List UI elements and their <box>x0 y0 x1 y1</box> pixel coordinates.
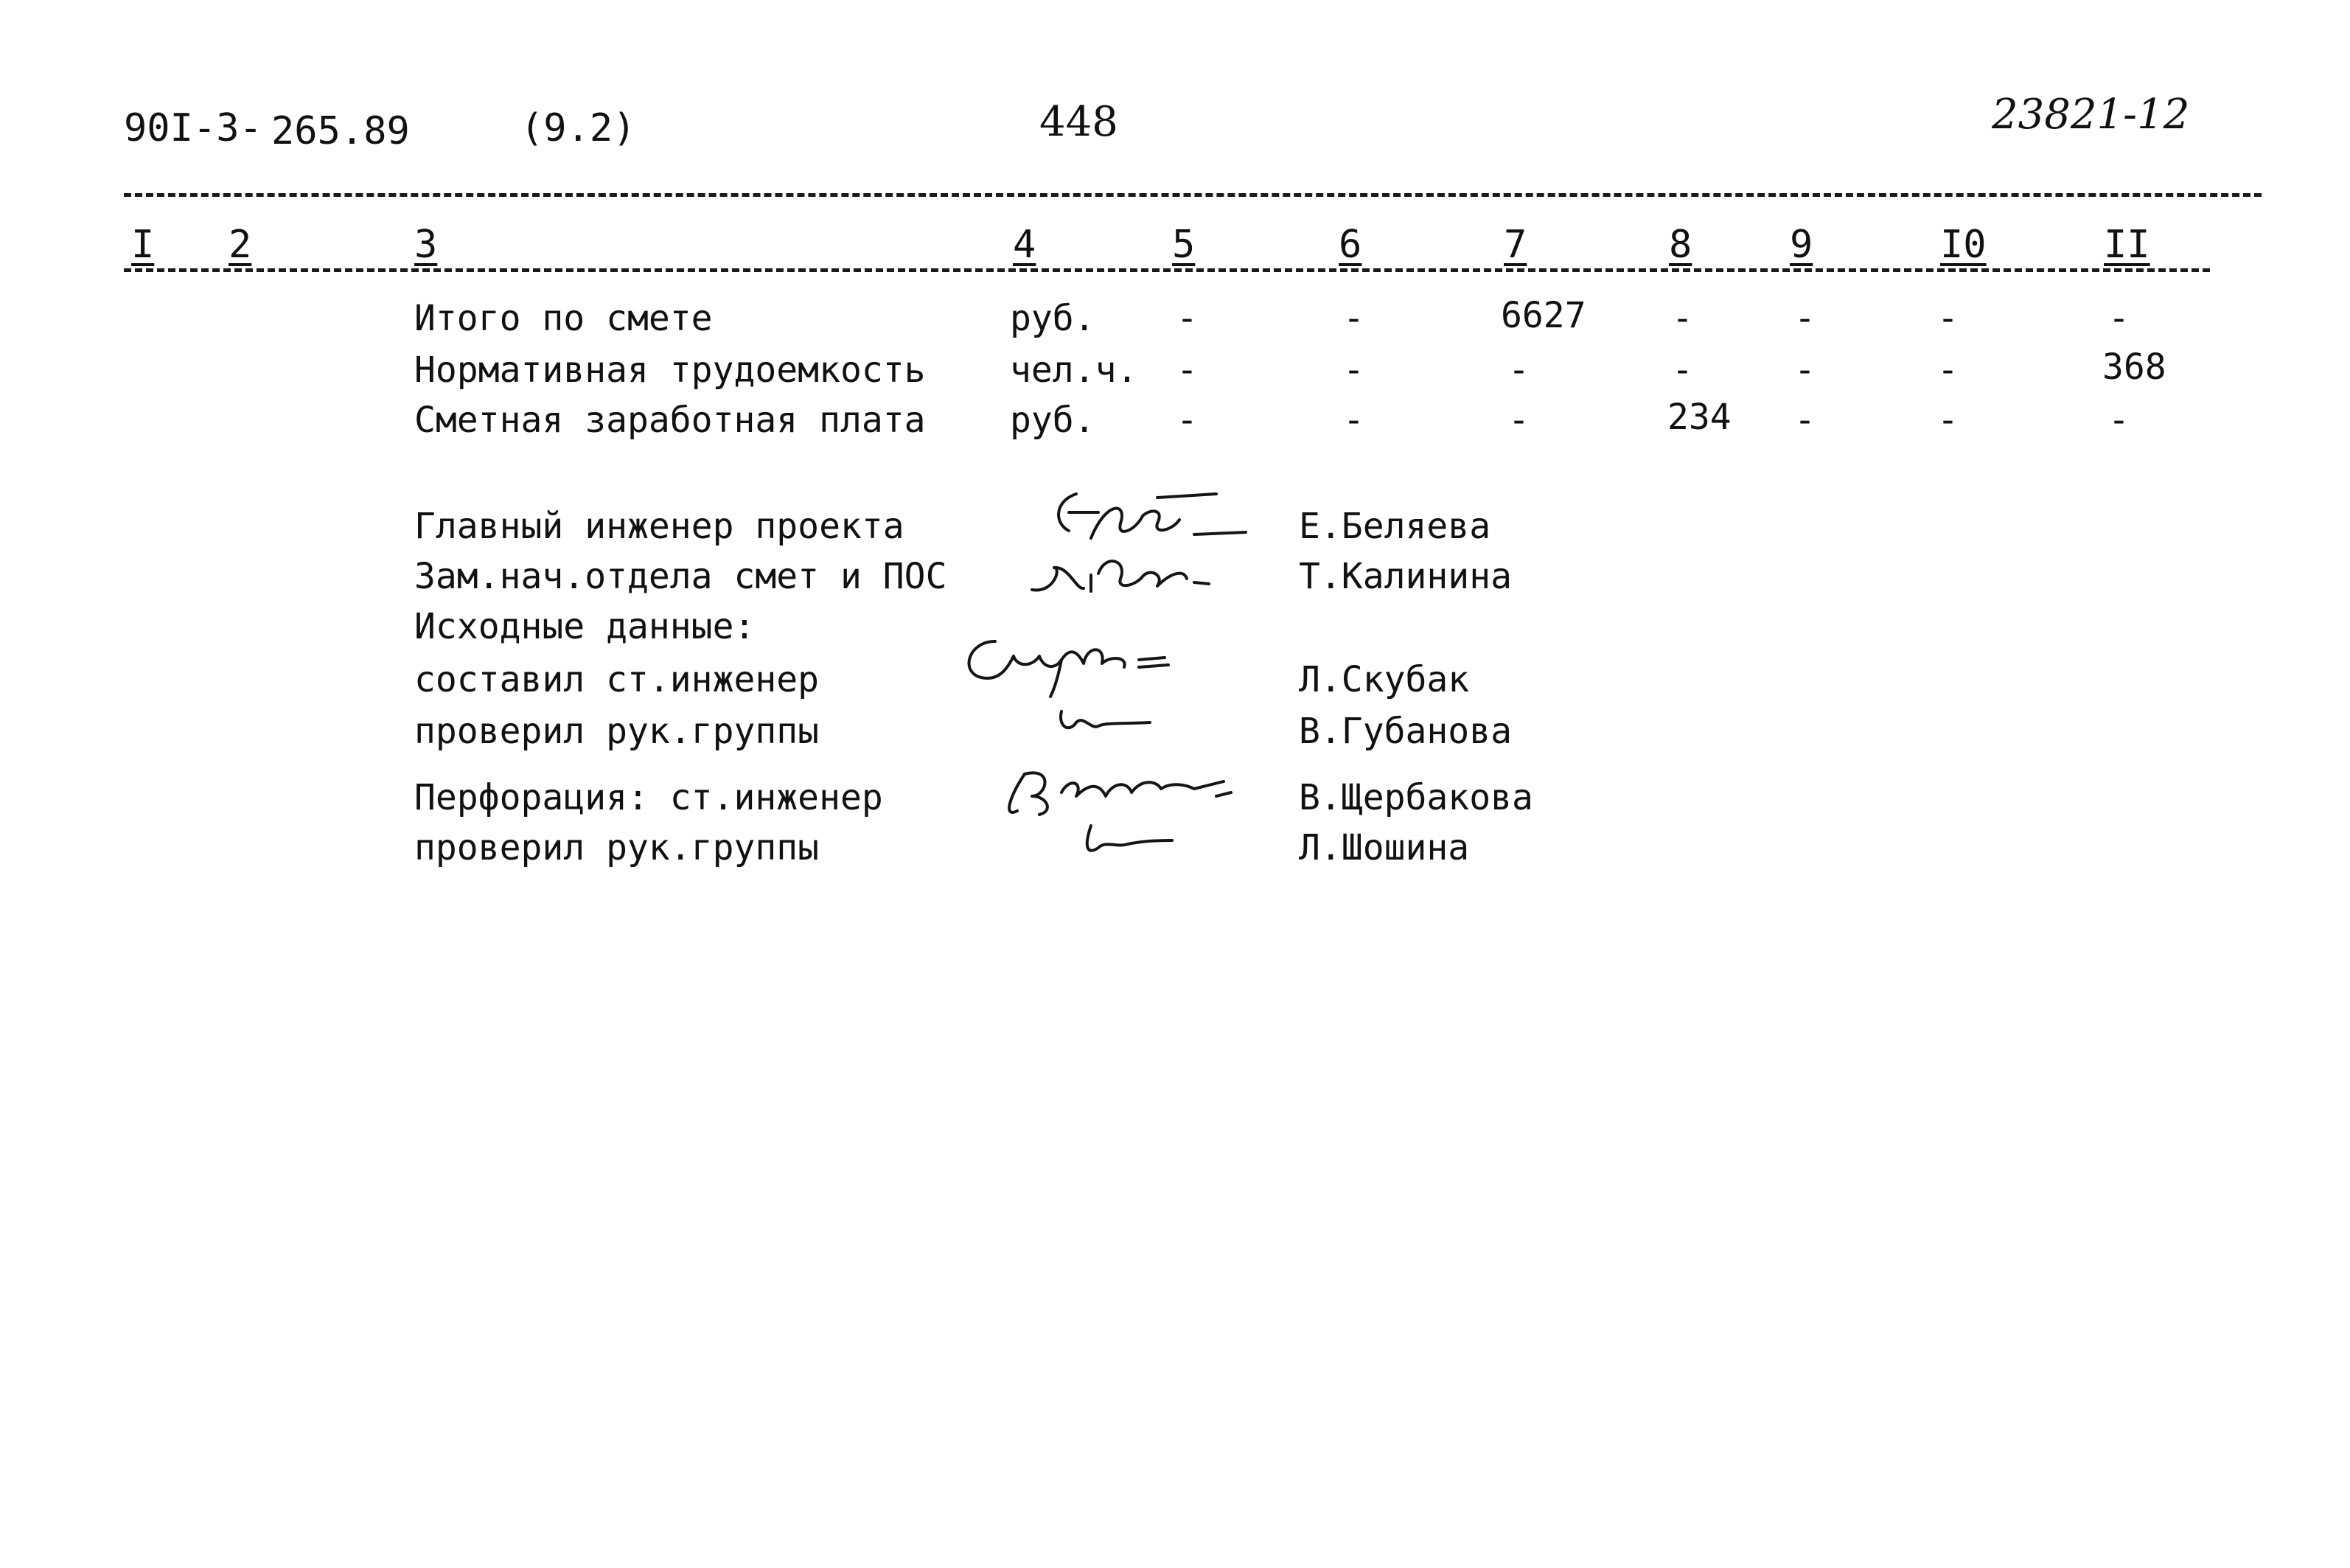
signature-name-kalinina: Т.Калинина <box>1299 556 1512 597</box>
row-3-name: Сметная заработная плата <box>414 400 926 441</box>
signature-name-shcherbakova: В.Щербакова <box>1299 777 1533 818</box>
handwritten-signature-4 <box>1047 700 1165 745</box>
signature-name-belyaeva: Е.Беляева <box>1299 506 1491 547</box>
column-numbers-rule <box>124 268 2210 272</box>
row-1-col6: - <box>1343 298 1364 339</box>
signature-role-checked-by: проверил рук.группы <box>414 711 820 752</box>
column-number-10: I0 <box>1940 223 1987 267</box>
column-number-6: 6 <box>1339 223 1362 267</box>
signature-name-skubak: Л.Скубак <box>1299 659 1470 700</box>
row-2-col11: 368 <box>2102 346 2166 388</box>
signature-role-deputy-head: Зам.нач.отдела смет и ПОС <box>414 556 947 597</box>
header-divider <box>124 193 2262 197</box>
row-1-col8: - <box>1672 298 1693 339</box>
row-3-col6: - <box>1343 400 1364 441</box>
row-2-name: Нормативная трудоемкость <box>414 349 926 391</box>
row-3-col11: - <box>2108 400 2130 441</box>
column-number-3: 3 <box>414 223 438 267</box>
row-1-unit: руб. <box>1010 298 1095 339</box>
signature-name-gubanova: В.Губанова <box>1299 711 1512 752</box>
row-2-col10: - <box>1937 349 1959 391</box>
column-number-1: I <box>131 223 155 267</box>
series-code: 90I-3- <box>124 106 262 150</box>
column-number-5: 5 <box>1172 223 1196 267</box>
handwritten-signature-2 <box>1025 546 1216 604</box>
signature-name-shoshina: Л.Шошина <box>1299 827 1470 868</box>
row-2-unit: чел.ч. <box>1010 349 1138 391</box>
column-number-11: II <box>2104 223 2150 267</box>
source-data-heading: Исходные данные: <box>414 606 756 647</box>
row-1-col5: - <box>1176 298 1198 339</box>
row-3-col5: - <box>1176 400 1198 441</box>
column-number-2: 2 <box>229 223 252 267</box>
row-2-col9: - <box>1794 349 1816 391</box>
row-1-col11: - <box>2108 298 2130 339</box>
signature-role-perforation-checked-by: проверил рук.группы <box>414 827 820 868</box>
row-2-col5: - <box>1176 349 1198 391</box>
column-number-7: 7 <box>1504 223 1527 267</box>
row-3-col7: - <box>1508 400 1530 441</box>
handwritten-signature-1 <box>1047 479 1253 553</box>
signature-role-compiled-by: составил ст.инженер <box>414 659 820 700</box>
row-1-name: Итого по смете <box>414 298 713 339</box>
signature-role-perforation: Перфорация: ст.инженер <box>414 777 883 818</box>
handwritten-signature-6 <box>1076 818 1179 863</box>
section-code: (9.2) <box>520 106 636 150</box>
row-2-col6: - <box>1343 349 1364 391</box>
column-number-8: 8 <box>1669 223 1692 267</box>
row-3-col10: - <box>1937 400 1959 441</box>
signature-role-chief-engineer: Главный инженер проекта <box>414 506 904 547</box>
row-3-unit: руб. <box>1010 400 1095 441</box>
row-2-col7: - <box>1508 349 1530 391</box>
handwritten-signature-3 <box>951 627 1187 700</box>
row-3-col9: - <box>1794 400 1816 441</box>
handwritten-signature-5 <box>995 759 1246 826</box>
row-3-col8: 234 <box>1667 397 1732 438</box>
row-1-col9: - <box>1794 298 1816 339</box>
document-number: 23821-12 <box>1992 91 2190 139</box>
row-1-col7: 6627 <box>1501 295 1586 336</box>
column-number-9: 9 <box>1790 223 1813 267</box>
column-number-4: 4 <box>1013 223 1036 267</box>
row-2-col8: - <box>1672 349 1693 391</box>
project-code: 265.89 <box>271 109 410 153</box>
page-number: 448 <box>1039 98 1118 146</box>
row-1-col10: - <box>1937 298 1959 339</box>
